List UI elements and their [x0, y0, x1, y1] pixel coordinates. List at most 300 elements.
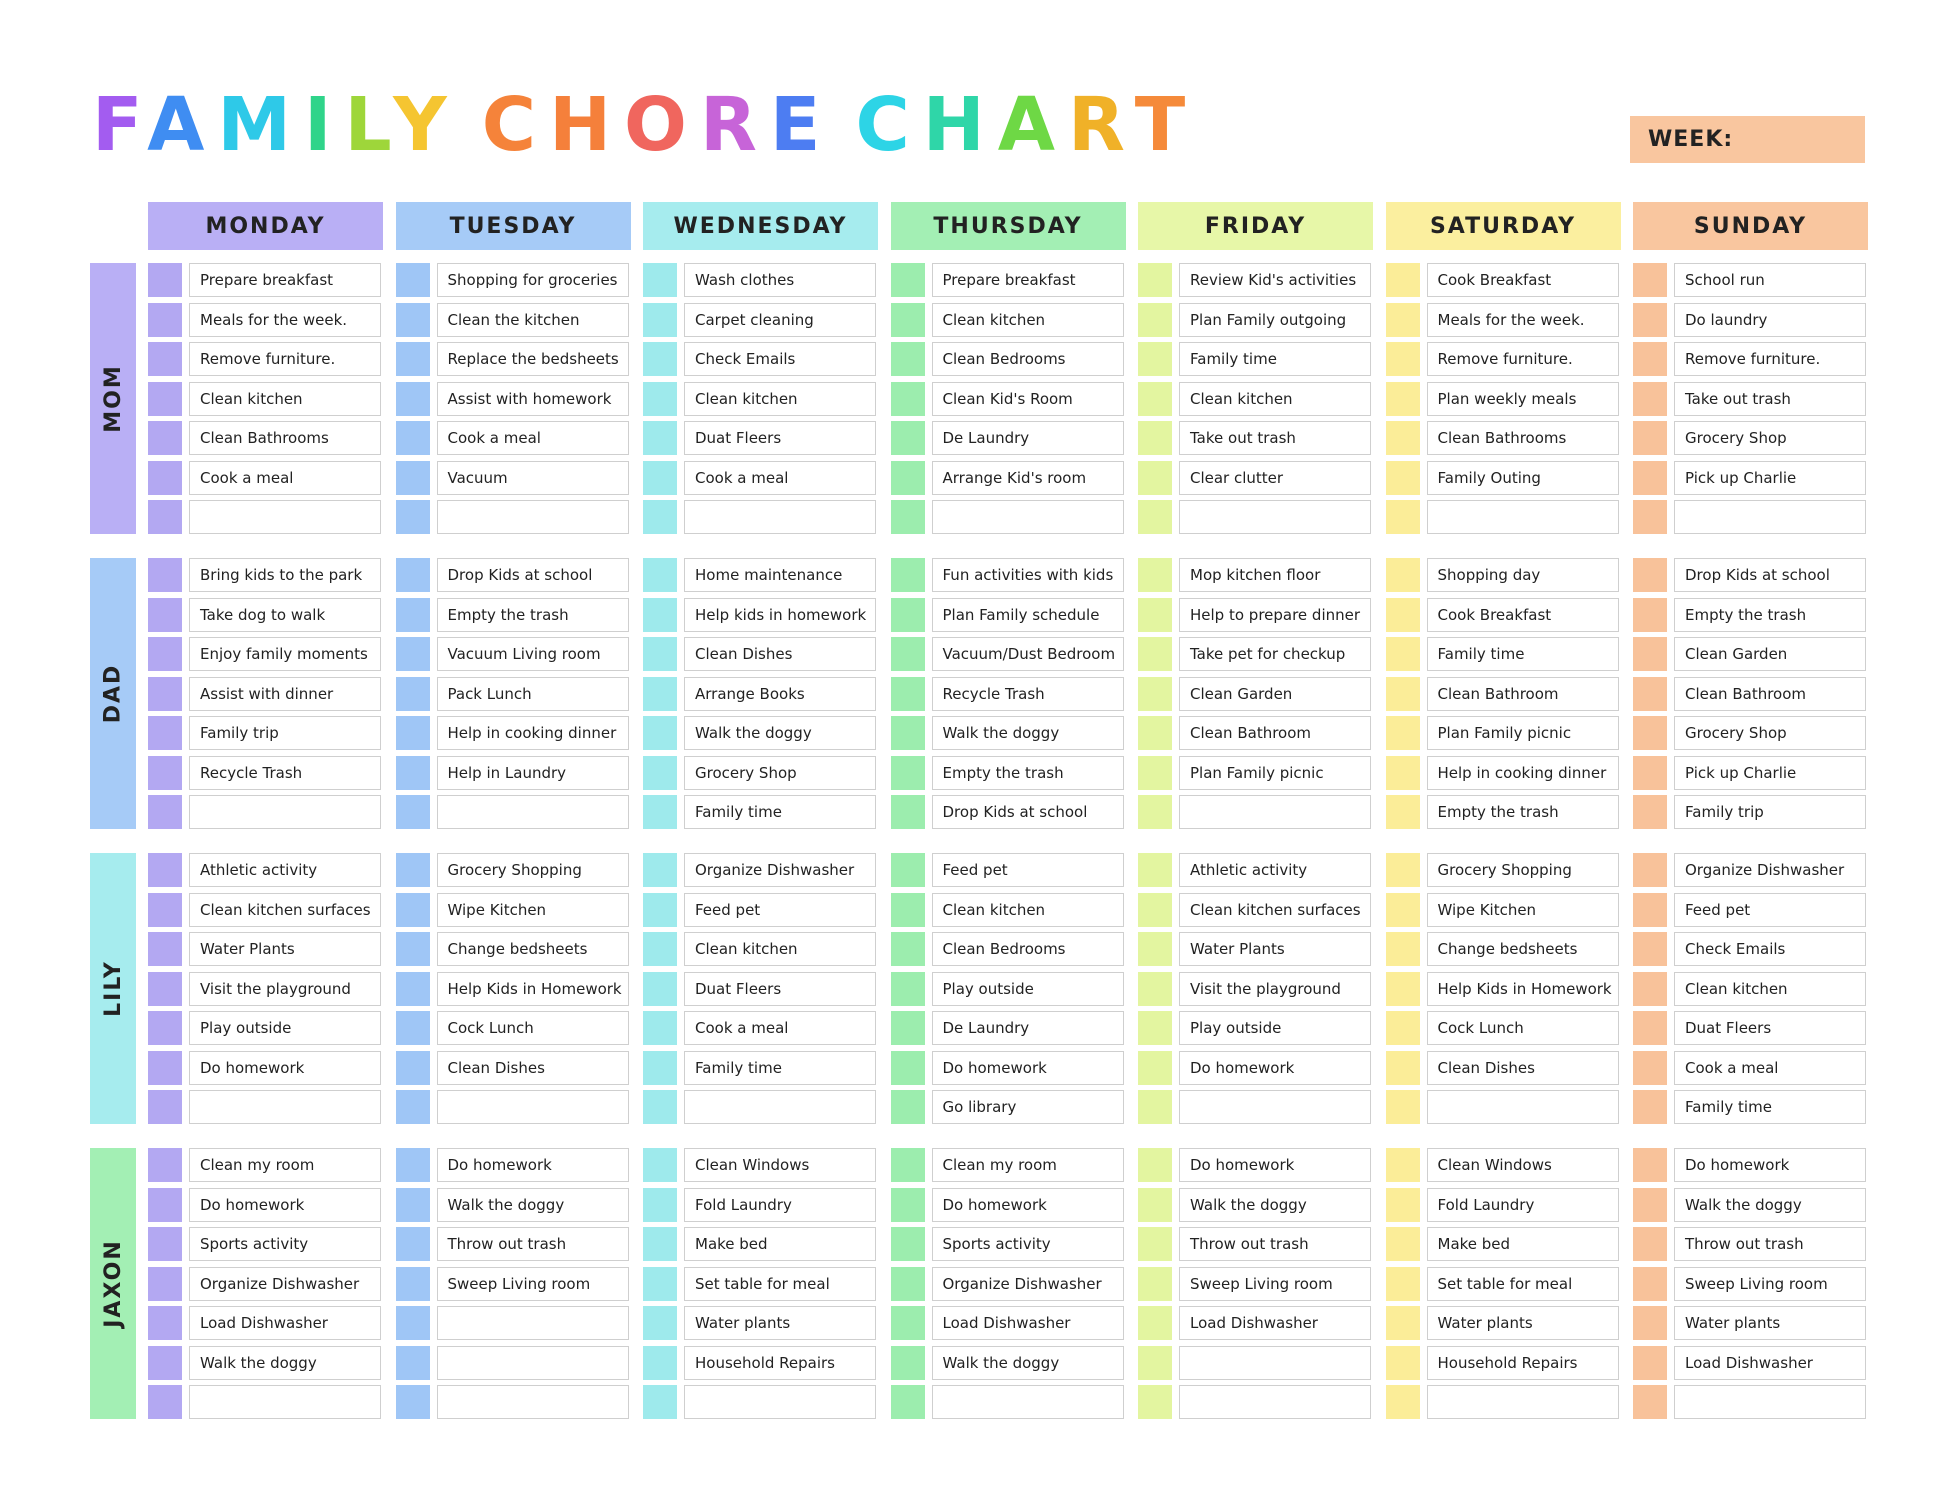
checkbox-swatch[interactable]	[148, 1267, 182, 1301]
checkbox-swatch[interactable]	[1386, 1306, 1420, 1340]
task-cell[interactable]	[1179, 1346, 1371, 1380]
checkbox-swatch[interactable]	[891, 1148, 925, 1182]
task-cell[interactable]: Clean Garden	[1179, 677, 1371, 711]
checkbox-swatch[interactable]	[148, 1346, 182, 1380]
checkbox-swatch[interactable]	[643, 1227, 677, 1261]
checkbox-swatch[interactable]	[1138, 1306, 1172, 1340]
checkbox-swatch[interactable]	[148, 382, 182, 416]
task-cell[interactable]: Do laundry	[1674, 303, 1866, 337]
checkbox-swatch[interactable]	[1633, 795, 1667, 829]
task-cell[interactable]: Help in cooking dinner	[437, 716, 629, 750]
checkbox-swatch[interactable]	[1386, 558, 1420, 592]
checkbox-swatch[interactable]	[1386, 677, 1420, 711]
task-cell[interactable]: Cook a meal	[437, 421, 629, 455]
checkbox-swatch[interactable]	[396, 972, 430, 1006]
checkbox-swatch[interactable]	[891, 1051, 925, 1085]
checkbox-swatch[interactable]	[148, 716, 182, 750]
checkbox-swatch[interactable]	[643, 756, 677, 790]
task-cell[interactable]: Organize Dishwasher	[189, 1267, 381, 1301]
task-cell[interactable]: Cook Breakfast	[1427, 598, 1619, 632]
task-cell[interactable]: Organize Dishwasher	[932, 1267, 1124, 1301]
task-cell[interactable]: Water Plants	[189, 932, 381, 966]
checkbox-swatch[interactable]	[1633, 893, 1667, 927]
task-cell[interactable]: Visit the playground	[189, 972, 381, 1006]
checkbox-swatch[interactable]	[1633, 263, 1667, 297]
task-cell[interactable]: Vacuum Living room	[437, 637, 629, 671]
task-cell[interactable]: Family Outing	[1427, 461, 1619, 495]
task-cell[interactable]: Clean Dishes	[684, 637, 876, 671]
task-cell[interactable]: Meals for the week.	[1427, 303, 1619, 337]
checkbox-swatch[interactable]	[643, 1051, 677, 1085]
checkbox-swatch[interactable]	[1633, 1188, 1667, 1222]
checkbox-swatch[interactable]	[396, 1051, 430, 1085]
checkbox-swatch[interactable]	[643, 972, 677, 1006]
task-cell[interactable]: Athletic activity	[189, 853, 381, 887]
task-cell[interactable]: Clean Bathroom	[1427, 677, 1619, 711]
checkbox-swatch[interactable]	[891, 342, 925, 376]
checkbox-swatch[interactable]	[1633, 558, 1667, 592]
checkbox-swatch[interactable]	[1138, 1148, 1172, 1182]
checkbox-swatch[interactable]	[148, 1385, 182, 1419]
checkbox-swatch[interactable]	[148, 558, 182, 592]
checkbox-swatch[interactable]	[148, 972, 182, 1006]
checkbox-swatch[interactable]	[1386, 500, 1420, 534]
task-cell[interactable]: Cock Lunch	[1427, 1011, 1619, 1045]
checkbox-swatch[interactable]	[148, 853, 182, 887]
checkbox-swatch[interactable]	[396, 421, 430, 455]
task-cell[interactable]: Organize Dishwasher	[1674, 853, 1866, 887]
checkbox-swatch[interactable]	[643, 1385, 677, 1419]
checkbox-swatch[interactable]	[148, 1306, 182, 1340]
task-cell[interactable]: Assist with dinner	[189, 677, 381, 711]
checkbox-swatch[interactable]	[1138, 500, 1172, 534]
checkbox-swatch[interactable]	[1386, 756, 1420, 790]
task-cell[interactable]: Athletic activity	[1179, 853, 1371, 887]
task-cell[interactable]: Family time	[1674, 1090, 1866, 1124]
checkbox-swatch[interactable]	[643, 1267, 677, 1301]
task-cell[interactable]	[932, 500, 1124, 534]
checkbox-swatch[interactable]	[891, 1346, 925, 1380]
task-cell[interactable]	[1427, 1385, 1619, 1419]
task-cell[interactable]: Remove furniture.	[1674, 342, 1866, 376]
checkbox-swatch[interactable]	[891, 677, 925, 711]
task-cell[interactable]	[189, 1385, 381, 1419]
checkbox-swatch[interactable]	[891, 263, 925, 297]
checkbox-swatch[interactable]	[643, 637, 677, 671]
task-cell[interactable]	[1179, 1385, 1371, 1419]
task-cell[interactable]: Feed pet	[932, 853, 1124, 887]
task-cell[interactable]: Shopping for groceries	[437, 263, 629, 297]
task-cell[interactable]: Clean kitchen	[189, 382, 381, 416]
task-cell[interactable]	[1674, 500, 1866, 534]
checkbox-swatch[interactable]	[643, 558, 677, 592]
task-cell[interactable]: Clean Bedrooms	[932, 342, 1124, 376]
task-cell[interactable]: Clean Dishes	[437, 1051, 629, 1085]
checkbox-swatch[interactable]	[891, 637, 925, 671]
checkbox-swatch[interactable]	[891, 795, 925, 829]
checkbox-swatch[interactable]	[148, 598, 182, 632]
task-cell[interactable]: Walk the doggy	[932, 1346, 1124, 1380]
task-cell[interactable]: Home maintenance	[684, 558, 876, 592]
task-cell[interactable]: Take dog to walk	[189, 598, 381, 632]
checkbox-swatch[interactable]	[643, 1188, 677, 1222]
checkbox-swatch[interactable]	[643, 598, 677, 632]
checkbox-swatch[interactable]	[148, 461, 182, 495]
task-cell[interactable]: Take pet for checkup	[1179, 637, 1371, 671]
checkbox-swatch[interactable]	[1386, 972, 1420, 1006]
task-cell[interactable]: Load Dishwasher	[932, 1306, 1124, 1340]
task-cell[interactable]: Help to prepare dinner	[1179, 598, 1371, 632]
task-cell[interactable]: Empty the trash	[437, 598, 629, 632]
task-cell[interactable]: Household Repairs	[1427, 1346, 1619, 1380]
checkbox-swatch[interactable]	[1386, 1227, 1420, 1261]
task-cell[interactable]: Mop kitchen floor	[1179, 558, 1371, 592]
task-cell[interactable]: Clean Windows	[1427, 1148, 1619, 1182]
checkbox-swatch[interactable]	[891, 1227, 925, 1261]
task-cell[interactable]: Organize Dishwasher	[684, 853, 876, 887]
task-cell[interactable]: Change bedsheets	[1427, 932, 1619, 966]
task-cell[interactable]: Walk the doggy	[189, 1346, 381, 1380]
task-cell[interactable]: Duat Fleers	[684, 421, 876, 455]
checkbox-swatch[interactable]	[891, 598, 925, 632]
task-cell[interactable]: Meals for the week.	[189, 303, 381, 337]
checkbox-swatch[interactable]	[1633, 1090, 1667, 1124]
task-cell[interactable]: Clean Bathrooms	[189, 421, 381, 455]
checkbox-swatch[interactable]	[1138, 263, 1172, 297]
checkbox-swatch[interactable]	[1138, 1346, 1172, 1380]
task-cell[interactable]: School run	[1674, 263, 1866, 297]
task-cell[interactable]: Sports activity	[932, 1227, 1124, 1261]
task-cell[interactable]: Feed pet	[684, 893, 876, 927]
task-cell[interactable]: Check Emails	[684, 342, 876, 376]
checkbox-swatch[interactable]	[1386, 1385, 1420, 1419]
checkbox-swatch[interactable]	[396, 1188, 430, 1222]
checkbox-swatch[interactable]	[1138, 637, 1172, 671]
task-cell[interactable]	[437, 1385, 629, 1419]
task-cell[interactable]	[1179, 1090, 1371, 1124]
task-cell[interactable]: Recycle Trash	[189, 756, 381, 790]
task-cell[interactable]: Do homework	[189, 1188, 381, 1222]
checkbox-swatch[interactable]	[643, 382, 677, 416]
checkbox-swatch[interactable]	[1633, 382, 1667, 416]
task-cell[interactable]: Make bed	[684, 1227, 876, 1261]
checkbox-swatch[interactable]	[1633, 1267, 1667, 1301]
checkbox-swatch[interactable]	[891, 972, 925, 1006]
checkbox-swatch[interactable]	[643, 1148, 677, 1182]
checkbox-swatch[interactable]	[1386, 1267, 1420, 1301]
task-cell[interactable]: Walk the doggy	[1179, 1188, 1371, 1222]
checkbox-swatch[interactable]	[1138, 756, 1172, 790]
task-cell[interactable]	[1427, 1090, 1619, 1124]
checkbox-swatch[interactable]	[1386, 461, 1420, 495]
checkbox-swatch[interactable]	[643, 1306, 677, 1340]
task-cell[interactable]: Play outside	[189, 1011, 381, 1045]
task-cell[interactable]: Family trip	[1674, 795, 1866, 829]
task-cell[interactable]: Prepare breakfast	[189, 263, 381, 297]
task-cell[interactable]: Cook a meal	[684, 1011, 876, 1045]
task-cell[interactable]: Load Dishwasher	[1674, 1346, 1866, 1380]
task-cell[interactable]: Clean Windows	[684, 1148, 876, 1182]
task-cell[interactable]: Drop Kids at school	[437, 558, 629, 592]
checkbox-swatch[interactable]	[1138, 1011, 1172, 1045]
checkbox-swatch[interactable]	[148, 303, 182, 337]
task-cell[interactable]: Arrange Books	[684, 677, 876, 711]
task-cell[interactable]: Plan Family picnic	[1427, 716, 1619, 750]
task-cell[interactable]: Set table for meal	[1427, 1267, 1619, 1301]
task-cell[interactable]: Change bedsheets	[437, 932, 629, 966]
task-cell[interactable]: Assist with homework	[437, 382, 629, 416]
checkbox-swatch[interactable]	[643, 1011, 677, 1045]
task-cell[interactable]	[684, 1090, 876, 1124]
checkbox-swatch[interactable]	[1138, 677, 1172, 711]
task-cell[interactable]: Do homework	[1674, 1148, 1866, 1182]
checkbox-swatch[interactable]	[396, 756, 430, 790]
checkbox-swatch[interactable]	[891, 558, 925, 592]
checkbox-swatch[interactable]	[1386, 303, 1420, 337]
task-cell[interactable]	[684, 500, 876, 534]
task-cell[interactable]: Household Repairs	[684, 1346, 876, 1380]
checkbox-swatch[interactable]	[891, 1090, 925, 1124]
task-cell[interactable]: Empty the trash	[1674, 598, 1866, 632]
checkbox-swatch[interactable]	[1138, 795, 1172, 829]
task-cell[interactable]: Recycle Trash	[932, 677, 1124, 711]
checkbox-swatch[interactable]	[396, 461, 430, 495]
task-cell[interactable]: Do homework	[189, 1051, 381, 1085]
task-cell[interactable]: Take out trash	[1179, 421, 1371, 455]
checkbox-swatch[interactable]	[891, 1011, 925, 1045]
task-cell[interactable]: Clean Dishes	[1427, 1051, 1619, 1085]
task-cell[interactable]: Grocery Shop	[1674, 716, 1866, 750]
checkbox-swatch[interactable]	[1633, 637, 1667, 671]
checkbox-swatch[interactable]	[891, 500, 925, 534]
checkbox-swatch[interactable]	[148, 1051, 182, 1085]
task-cell[interactable]: Vacuum	[437, 461, 629, 495]
task-cell[interactable]: Family time	[1179, 342, 1371, 376]
checkbox-swatch[interactable]	[1138, 1051, 1172, 1085]
task-cell[interactable]: Go library	[932, 1090, 1124, 1124]
task-cell[interactable]: Pick up Charlie	[1674, 461, 1866, 495]
task-cell[interactable]: Throw out trash	[1179, 1227, 1371, 1261]
task-cell[interactable]: Clean the kitchen	[437, 303, 629, 337]
checkbox-swatch[interactable]	[891, 853, 925, 887]
checkbox-swatch[interactable]	[1386, 893, 1420, 927]
checkbox-swatch[interactable]	[396, 1267, 430, 1301]
task-cell[interactable]: Cook a meal	[1674, 1051, 1866, 1085]
task-cell[interactable]: Clean kitchen	[684, 382, 876, 416]
task-cell[interactable]: Clean Bedrooms	[932, 932, 1124, 966]
task-cell[interactable]: Wipe Kitchen	[437, 893, 629, 927]
task-cell[interactable]	[437, 1090, 629, 1124]
task-cell[interactable]: Cook a meal	[684, 461, 876, 495]
task-cell[interactable]: Remove furniture.	[189, 342, 381, 376]
checkbox-swatch[interactable]	[1386, 421, 1420, 455]
task-cell[interactable]: Help Kids in Homework	[437, 972, 629, 1006]
checkbox-swatch[interactable]	[148, 500, 182, 534]
task-cell[interactable]: Plan weekly meals	[1427, 382, 1619, 416]
task-cell[interactable]: Make bed	[1427, 1227, 1619, 1261]
checkbox-swatch[interactable]	[1138, 303, 1172, 337]
checkbox-swatch[interactable]	[1386, 795, 1420, 829]
checkbox-swatch[interactable]	[1633, 500, 1667, 534]
checkbox-swatch[interactable]	[1633, 1306, 1667, 1340]
task-cell[interactable]: Drop Kids at school	[932, 795, 1124, 829]
checkbox-swatch[interactable]	[643, 1090, 677, 1124]
task-cell[interactable]	[189, 1090, 381, 1124]
task-cell[interactable]: Cook Breakfast	[1427, 263, 1619, 297]
checkbox-swatch[interactable]	[891, 1385, 925, 1419]
checkbox-swatch[interactable]	[1386, 263, 1420, 297]
task-cell[interactable]: Remove furniture.	[1427, 342, 1619, 376]
task-cell[interactable]: Throw out trash	[1674, 1227, 1866, 1261]
task-cell[interactable]	[932, 1385, 1124, 1419]
task-cell[interactable]: De Laundry	[932, 421, 1124, 455]
task-cell[interactable]: Do homework	[932, 1051, 1124, 1085]
task-cell[interactable]: Duat Fleers	[1674, 1011, 1866, 1045]
task-cell[interactable]: Clean Bathroom	[1674, 677, 1866, 711]
checkbox-swatch[interactable]	[396, 932, 430, 966]
task-cell[interactable]: Water plants	[1674, 1306, 1866, 1340]
task-cell[interactable]: Help kids in homework	[684, 598, 876, 632]
checkbox-swatch[interactable]	[643, 342, 677, 376]
checkbox-swatch[interactable]	[148, 1188, 182, 1222]
checkbox-swatch[interactable]	[1138, 932, 1172, 966]
task-cell[interactable]: Grocery Shopping	[437, 853, 629, 887]
checkbox-swatch[interactable]	[1386, 932, 1420, 966]
task-cell[interactable]	[189, 500, 381, 534]
task-cell[interactable]: Clean my room	[932, 1148, 1124, 1182]
task-cell[interactable]: Shopping day	[1427, 558, 1619, 592]
task-cell[interactable]: Family time	[684, 795, 876, 829]
checkbox-swatch[interactable]	[1386, 1148, 1420, 1182]
checkbox-swatch[interactable]	[396, 558, 430, 592]
task-cell[interactable]	[1179, 500, 1371, 534]
task-cell[interactable]: Arrange Kid's room	[932, 461, 1124, 495]
task-cell[interactable]: Plan Family outgoing	[1179, 303, 1371, 337]
task-cell[interactable]: Help in cooking dinner	[1427, 756, 1619, 790]
task-cell[interactable]: Clear clutter	[1179, 461, 1371, 495]
checkbox-swatch[interactable]	[1386, 637, 1420, 671]
checkbox-swatch[interactable]	[1138, 1385, 1172, 1419]
checkbox-swatch[interactable]	[148, 756, 182, 790]
checkbox-swatch[interactable]	[1386, 853, 1420, 887]
checkbox-swatch[interactable]	[396, 716, 430, 750]
checkbox-swatch[interactable]	[396, 303, 430, 337]
task-cell[interactable]: Clean kitchen	[932, 303, 1124, 337]
checkbox-swatch[interactable]	[1386, 1188, 1420, 1222]
checkbox-swatch[interactable]	[1633, 342, 1667, 376]
checkbox-swatch[interactable]	[1386, 598, 1420, 632]
checkbox-swatch[interactable]	[643, 893, 677, 927]
checkbox-swatch[interactable]	[1633, 677, 1667, 711]
task-cell[interactable]: Grocery Shopping	[1427, 853, 1619, 887]
task-cell[interactable]: Walk the doggy	[684, 716, 876, 750]
checkbox-swatch[interactable]	[148, 795, 182, 829]
task-cell[interactable]	[1674, 1385, 1866, 1419]
checkbox-swatch[interactable]	[643, 1346, 677, 1380]
task-cell[interactable]: Load Dishwasher	[189, 1306, 381, 1340]
task-cell[interactable]: Vacuum/Dust Bedroom	[932, 637, 1124, 671]
checkbox-swatch[interactable]	[1633, 1051, 1667, 1085]
checkbox-swatch[interactable]	[1386, 1051, 1420, 1085]
task-cell[interactable]: Clean Kid's Room	[932, 382, 1124, 416]
task-cell[interactable]	[437, 795, 629, 829]
checkbox-swatch[interactable]	[1633, 598, 1667, 632]
task-cell[interactable]: Fold Laundry	[1427, 1188, 1619, 1222]
checkbox-swatch[interactable]	[1138, 421, 1172, 455]
checkbox-swatch[interactable]	[1633, 972, 1667, 1006]
checkbox-swatch[interactable]	[643, 263, 677, 297]
task-cell[interactable]	[189, 795, 381, 829]
checkbox-swatch[interactable]	[1138, 598, 1172, 632]
checkbox-swatch[interactable]	[1386, 1346, 1420, 1380]
task-cell[interactable]: Plan Family schedule	[932, 598, 1124, 632]
checkbox-swatch[interactable]	[1633, 461, 1667, 495]
task-cell[interactable]: Drop Kids at school	[1674, 558, 1866, 592]
task-cell[interactable]	[684, 1385, 876, 1419]
checkbox-swatch[interactable]	[148, 263, 182, 297]
task-cell[interactable]: Pick up Charlie	[1674, 756, 1866, 790]
checkbox-swatch[interactable]	[643, 461, 677, 495]
checkbox-swatch[interactable]	[1138, 1227, 1172, 1261]
task-cell[interactable]: Clean kitchen	[1179, 382, 1371, 416]
checkbox-swatch[interactable]	[148, 421, 182, 455]
task-cell[interactable]: Clean Bathrooms	[1427, 421, 1619, 455]
task-cell[interactable]: Do homework	[1179, 1051, 1371, 1085]
task-cell[interactable]: Replace the bedsheets	[437, 342, 629, 376]
checkbox-swatch[interactable]	[1138, 461, 1172, 495]
task-cell[interactable]	[437, 1346, 629, 1380]
checkbox-swatch[interactable]	[396, 1090, 430, 1124]
checkbox-swatch[interactable]	[891, 382, 925, 416]
task-cell[interactable]	[1179, 795, 1371, 829]
task-cell[interactable]: Water plants	[684, 1306, 876, 1340]
checkbox-swatch[interactable]	[1138, 853, 1172, 887]
checkbox-swatch[interactable]	[1633, 853, 1667, 887]
checkbox-swatch[interactable]	[1138, 342, 1172, 376]
task-cell[interactable]: Duat Fleers	[684, 972, 876, 1006]
checkbox-swatch[interactable]	[643, 421, 677, 455]
checkbox-swatch[interactable]	[148, 1148, 182, 1182]
task-cell[interactable]: Clean my room	[189, 1148, 381, 1182]
checkbox-swatch[interactable]	[1138, 558, 1172, 592]
checkbox-swatch[interactable]	[891, 1267, 925, 1301]
checkbox-swatch[interactable]	[1138, 972, 1172, 1006]
task-cell[interactable]: Play outside	[1179, 1011, 1371, 1045]
checkbox-swatch[interactable]	[1633, 1346, 1667, 1380]
task-cell[interactable]: Walk the doggy	[932, 716, 1124, 750]
task-cell[interactable]	[1427, 500, 1619, 534]
checkbox-swatch[interactable]	[148, 342, 182, 376]
task-cell[interactable]: Sweep Living room	[1179, 1267, 1371, 1301]
checkbox-swatch[interactable]	[396, 1346, 430, 1380]
task-cell[interactable]: Water plants	[1427, 1306, 1619, 1340]
checkbox-swatch[interactable]	[1138, 893, 1172, 927]
task-cell[interactable]: Wash clothes	[684, 263, 876, 297]
checkbox-swatch[interactable]	[891, 756, 925, 790]
checkbox-swatch[interactable]	[891, 461, 925, 495]
task-cell[interactable]: Family time	[1427, 637, 1619, 671]
checkbox-swatch[interactable]	[1633, 1148, 1667, 1182]
checkbox-swatch[interactable]	[396, 637, 430, 671]
task-cell[interactable]: Clean Bathroom	[1179, 716, 1371, 750]
checkbox-swatch[interactable]	[1633, 932, 1667, 966]
checkbox-swatch[interactable]	[396, 893, 430, 927]
task-cell[interactable]: Fun activities with kids	[932, 558, 1124, 592]
task-cell[interactable]: Pack Lunch	[437, 677, 629, 711]
checkbox-swatch[interactable]	[148, 1090, 182, 1124]
checkbox-swatch[interactable]	[1138, 1090, 1172, 1124]
task-cell[interactable]	[437, 500, 629, 534]
